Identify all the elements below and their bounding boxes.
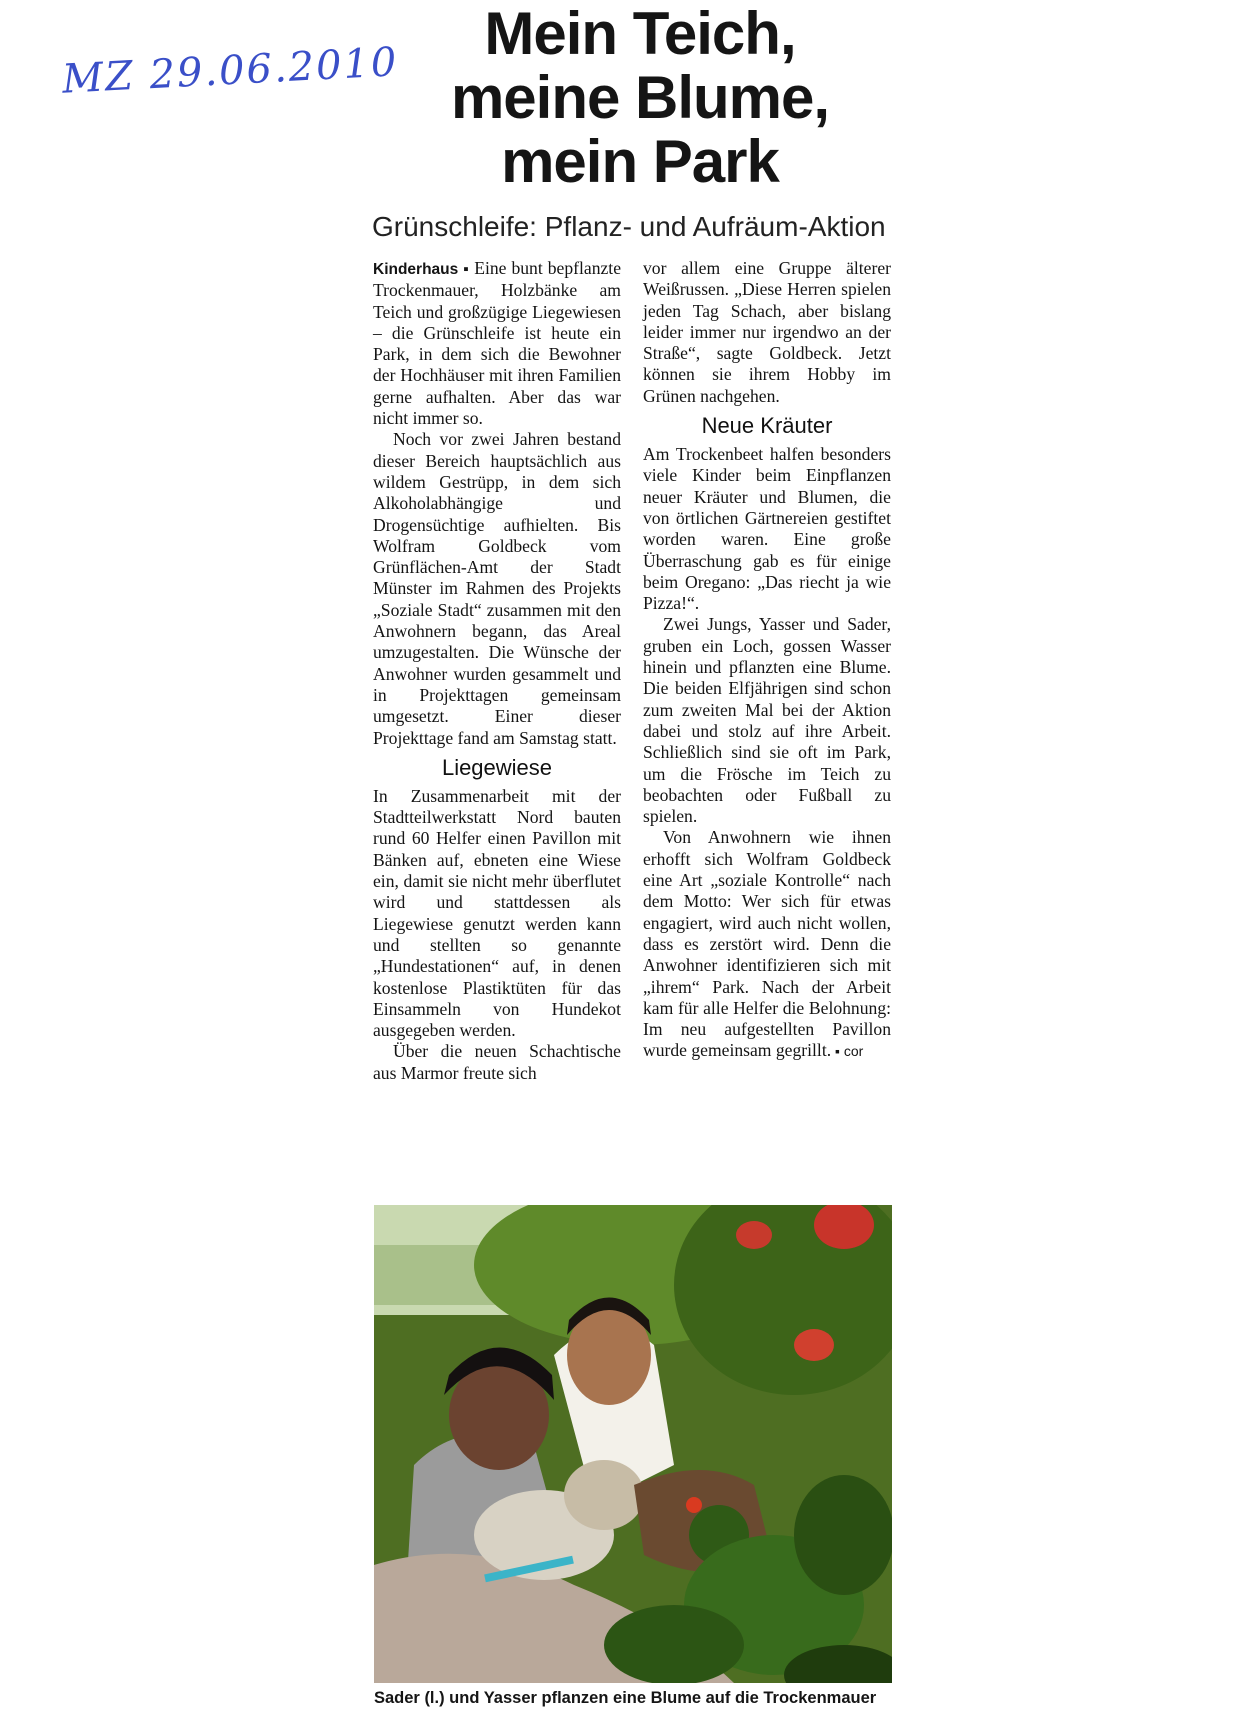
section-heading: Neue Kräuter (701, 413, 833, 439)
paragraph: vor allem eine Gruppe älterer Weißrussen. „Diese Herren spielen jeden Tag Schach, aber bislang leider immer nur irgendwo an der Straße“, sagte Goldbeck. Jetzt können sie ihrem Hobby im Grünen nachgehen. (643, 258, 891, 406)
paragraph (643, 827, 891, 1062)
section-heading: Liegewiese (441, 754, 553, 780)
paragraph: Zwei Jungs, Yasser und Sader, gruben ein Loch, gossen Wasser hinein und pflanzten eine Blume. Die beiden Elfjährigen sind schon zum zweiten Mal bei der Aktion dabei und stolz auf ihre Arbeit. Schließlich sind sie oft im Park, um die Frösche im Teich zu beobachten oder Fußball zu spielen. (643, 614, 891, 827)
author-tag: cor (843, 1043, 864, 1060)
dateline-bullet: ▪ (458, 261, 475, 278)
paragraph: In Zusammenarbeit mit der Stadtteilwerkstatt Nord bauten rund 60 Helfer einen Pavillon mit Bänken auf, ebneten eine Wiese ein, damit sie nicht mehr überflutet wird und stattdessen als Liegewiese genutzt werden kann und stellten so genannte „Hundestationen“ auf, in denen kostenlose Plastiktüten für das Einsammeln von Hundekot ausgegeben werden. (373, 785, 621, 1041)
article-photo (374, 1205, 892, 1683)
headline-line-3: mein Park (501, 128, 779, 195)
paragraph: Über die neuen Schachtische aus Marmor freute sich (373, 1041, 621, 1083)
photo-illustration (374, 1205, 892, 1683)
article-headline (380, 2, 900, 194)
handwritten-date-note: MZ 29.06.2010 (61, 39, 400, 103)
paragraph-text: Von Anwohnern wie ihnen erhofft sich Wolfram Goldbeck eine Art „soziale Kontrolle“ nach dem Motto: Wer sich für etwas engagiert, wird auch nicht wollen, dass es zerstört wird. Denn die Anwohner identifizieren sich mit „ihrem“ Park. Nach der Arbeit kam für alle Helfer die Belohnung: Im neu aufgestellten Pavillon wurde gemeinsam gegrillt. (643, 827, 891, 1061)
headline-line-2: meine Blume, (450, 64, 830, 131)
article-column-2 (643, 258, 891, 1063)
article-column-1 (373, 258, 621, 1084)
paragraph-text: Eine bunt bepflanzte Trockenmauer, Holzbänke am Teich und großzügige Liegewiesen – die Grünschleife ist heute ein Park, in dem sich die Bewohner der Hochhäuser mit ihren Familien gerne aufhalten. Aber das war nicht immer so. (373, 258, 621, 429)
article-subheadline: Grünschleife: Pflanz- und Aufräum-Aktion (372, 211, 886, 242)
paragraph: Noch vor zwei Jahren bestand dieser Bereich hauptsächlich aus wildem Gestrüpp, in dem sich Alkoholabhängige und Drogensüchtige aufhielten. Bis Wolfram Goldbeck vom Grünflächen-Amt der Stadt Münster im Rahmen des Projekts „Soziale Stadt“ zusammen mit den Anwohnern begann, das Areal umzugestalten. Die Wünsche der Anwohner wurden gesammelt und in Projekttagen gemeinsam umgesetzt. Einer dieser Projekttage fand am Samstag statt. (373, 429, 621, 748)
author-bullet: ▪ (831, 1043, 844, 1060)
photo-caption: Sader (l.) und Yasser pflanzen eine Blume auf die Trockenmauer (374, 1689, 877, 1707)
paragraph: Am Trockenbeet halfen besonders viele Kinder beim Einpflanzen neuer Kräuter und Blumen, die von örtlichen Gärtnereien gestiftet worden waren. Eine große Überraschung gab es für einige beim Oregano: „Das riecht ja wie Pizza!“. (643, 444, 891, 614)
headline-line-1: Mein Teich, (484, 0, 796, 67)
paragraph (373, 258, 621, 429)
dateline: Kinderhaus (373, 261, 459, 278)
